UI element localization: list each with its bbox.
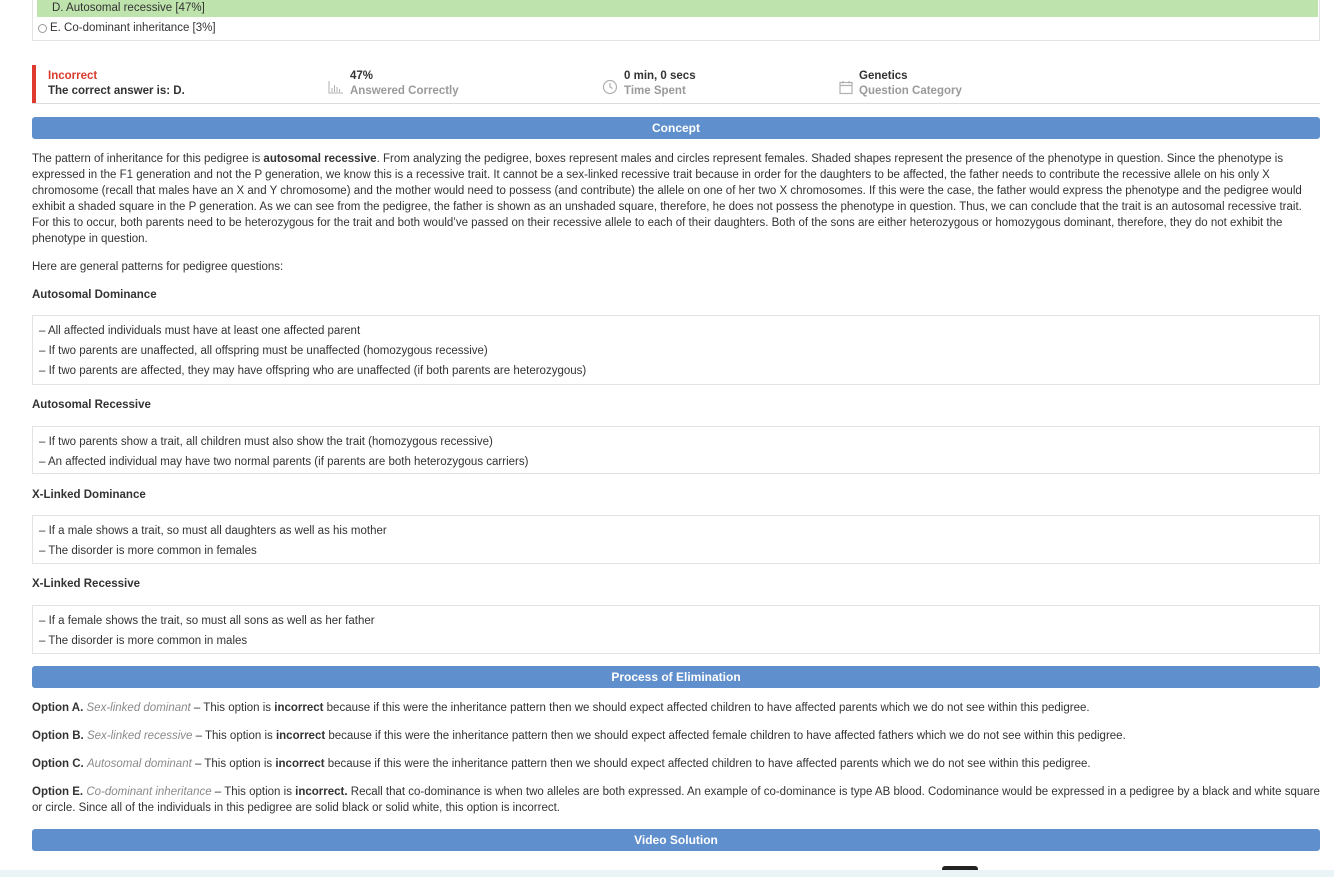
rule-item: – An affected individual may have two normal parents (if parents are both heterozygous carriers) bbox=[39, 456, 529, 468]
pattern-title-autosomal-recessive: Autosomal Recessive bbox=[32, 399, 151, 411]
time-spent-stat bbox=[624, 69, 696, 99]
patterns-intro: Here are general patterns for pedigree questions: bbox=[32, 261, 284, 273]
option-term: Sex-linked dominant bbox=[86, 702, 191, 714]
option-verdict: incorrect. bbox=[295, 786, 348, 798]
category-value: Genetics bbox=[859, 70, 908, 82]
option-c-explanation bbox=[32, 756, 1322, 772]
rule-item: – The disorder is more common in females bbox=[39, 545, 257, 557]
concept-header: Concept bbox=[32, 117, 1320, 139]
pattern-title-autosomal-dominance: Autosomal Dominance bbox=[32, 289, 157, 301]
option-e-explanation bbox=[32, 784, 1322, 816]
option-label: Option E. bbox=[32, 786, 84, 798]
category-stat bbox=[859, 69, 962, 99]
rule-item: – If two parents are affected, they may have offspring who are unaffected (if both parents are heterozygous) bbox=[39, 365, 587, 377]
percent-correct-stat bbox=[350, 69, 459, 99]
pattern-rules-x-linked-recessive bbox=[32, 605, 1320, 654]
option-dash: – This option is bbox=[211, 786, 296, 798]
option-verdict: incorrect bbox=[274, 702, 324, 714]
video-solution-header[interactable]: Video Solution bbox=[32, 829, 1320, 851]
rule-item: – If a female shows the trait, so must all sons as well as her father bbox=[39, 615, 375, 627]
option-label: Option C. bbox=[32, 758, 84, 770]
correct-answer-text: The correct answer is: D. bbox=[48, 85, 185, 97]
option-dash: – This option is bbox=[192, 730, 276, 742]
choice-e[interactable] bbox=[38, 20, 216, 36]
percent-correct-value: 47% bbox=[350, 70, 374, 82]
option-label: Option B. bbox=[32, 730, 84, 742]
incorrect-label: Incorrect bbox=[48, 70, 98, 82]
option-verdict: incorrect bbox=[275, 758, 325, 770]
rule-item: – The disorder is more common in males bbox=[39, 635, 248, 647]
bottom-strip bbox=[0, 870, 1334, 877]
clock-icon bbox=[602, 79, 618, 95]
radio-icon[interactable] bbox=[38, 24, 47, 33]
rule-item: – If two parents are unaffected, all offspring must be unaffected (homozygous recessive) bbox=[39, 345, 488, 357]
pattern-rules-autosomal-recessive bbox=[32, 426, 1320, 474]
option-rest: Recall that co-dominance is when two alleles are both expressed. An example of co-dominance is type AB blood. Codominance would be expressed in a pedigree by a black and white square or circle. Since all of the individuals in this pedigree are solid black or solid white, this option is incorrect. bbox=[32, 786, 1320, 814]
category-label: Question Category bbox=[859, 85, 962, 97]
pattern-rules-autosomal-dominance bbox=[32, 315, 1320, 385]
option-term: Co-dominant inheritance bbox=[86, 786, 212, 798]
choice-e-label: E. Co-dominant inheritance [3%] bbox=[50, 22, 216, 34]
incorrect-indicator-bar bbox=[32, 65, 36, 103]
pattern-title-x-linked-recessive: X-Linked Recessive bbox=[32, 578, 141, 590]
rule-item: – If two parents show a trait, all children must also show the trait (homozygous recessive) bbox=[39, 436, 493, 448]
option-rest: because if this were the inheritance pattern then we should expect affected children to have affected parents which we do not see within this pedigree. bbox=[323, 702, 1090, 714]
rule-item: – If a male shows a trait, so must all daughters as well as his mother bbox=[39, 525, 387, 537]
option-verdict: incorrect bbox=[275, 730, 326, 742]
option-rest: because if this were the inheritance pattern then we should expect affected female children to have affected fathers which we do not see within this pedigree. bbox=[325, 730, 1126, 742]
concept-text-1: The pattern of inheritance for this pedigree is bbox=[32, 153, 264, 165]
concept-bold-term: autosomal recessive bbox=[263, 153, 377, 165]
option-term: Sex-linked recessive bbox=[86, 730, 193, 742]
option-a-explanation bbox=[32, 700, 1322, 716]
choice-d-selected[interactable]: D. Autosomal recessive [47%] bbox=[37, 0, 1318, 17]
time-spent-label: Time Spent bbox=[624, 85, 686, 97]
bar-chart-icon bbox=[328, 79, 344, 95]
option-term: Autosomal dominant bbox=[86, 758, 192, 770]
option-b-explanation bbox=[32, 728, 1322, 744]
concept-paragraph bbox=[32, 151, 1322, 247]
option-rest: because if this were the inheritance pattern then we should expect affected children to have affected parents which we do not see within this pedigree. bbox=[324, 758, 1091, 770]
rule-item: – All affected individuals must have at least one affected parent bbox=[39, 325, 361, 337]
calendar-icon bbox=[838, 79, 854, 95]
pattern-rules-x-linked-dominance bbox=[32, 515, 1320, 564]
result-status bbox=[48, 69, 185, 99]
option-label: Option A. bbox=[32, 702, 84, 714]
concept-text-2: . From analyzing the pedigree, boxes represent males and circles represent females. Shaded shapes represent the presence of the phenotype in question. Since the phenotype is expressed in the F1 generation and not the P generation, we know this is a recessive trait. It cannot be a sex-linked recessive trait because in order for the daughters to be affected, the father needs to contribute the recessive allele on his only X chromosome (recall that males have an X and Y chromosome) and the mother would need to possess (and contribute) the allele on one of her two X chromosomes. If this were the case, the father would express the phenotype and the pedigree would exhibit a shaded square in the P generation. As we can see from the pedigree, the father is shown as an unshaded square, therefore, he does not possess the phenotype in question. Thus, we can conclude that the trait is an autosomal recessive trait. For this to occur, both parents need to be heterozygous for the trait and both would’ve passed on their recessive allele to each of their daughters. Both of the sons are either heterozygous or homozygous dominant, therefore, they do not exhibit the phenotype in question. bbox=[32, 153, 1302, 245]
time-spent-value: 0 min, 0 secs bbox=[624, 70, 696, 82]
option-dash: – This option is bbox=[190, 702, 275, 714]
pattern-title-x-linked-dominance: X-Linked Dominance bbox=[32, 489, 146, 501]
answer-choices-card bbox=[32, 0, 1320, 41]
percent-correct-label: Answered Correctly bbox=[350, 85, 459, 97]
option-dash: – This option is bbox=[191, 758, 276, 770]
result-stats-bar bbox=[32, 65, 1320, 104]
elimination-header: Process of Elimination bbox=[32, 666, 1320, 688]
